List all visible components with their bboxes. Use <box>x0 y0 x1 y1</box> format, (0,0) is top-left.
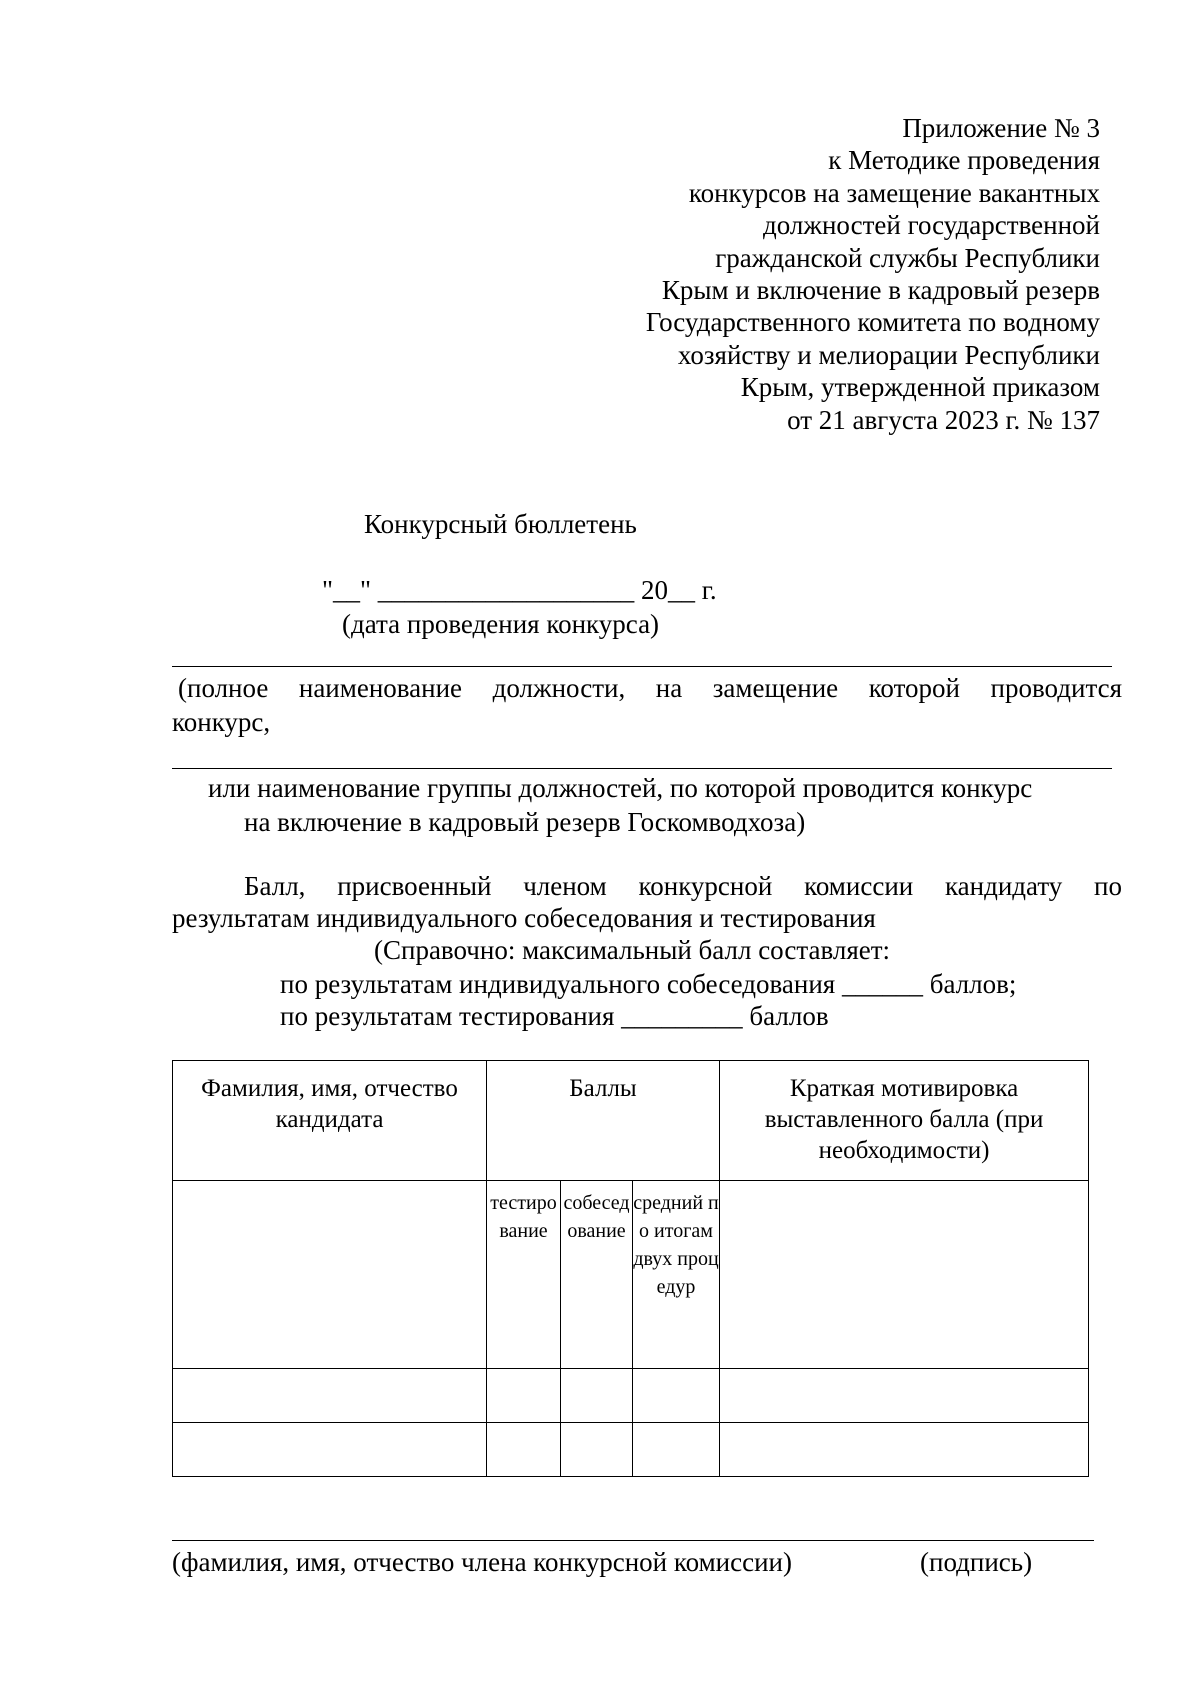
score-text-line1: Балл, присвоенный членом конкурсной комиссии кандидату по <box>244 871 1122 901</box>
table-cell[interactable] <box>487 1369 561 1423</box>
position-caption-line3: или наименование группы должностей, по которой проводится конкурс <box>208 773 1033 803</box>
table-cell[interactable] <box>173 1369 487 1423</box>
signature-sign-caption: (подпись) <box>920 1547 1033 1577</box>
position-caption-line1: (полное наименование должности, на замещение которой проводится <box>178 673 1122 703</box>
header-motivation: Краткая мотивировка выставленного балла (при необходимости) <box>720 1061 1089 1181</box>
score-text-line2: результатам индивидуального собеседования и тестирования <box>172 903 876 933</box>
header-scores: Баллы <box>487 1061 720 1181</box>
appendix-line: Приложение № 3 <box>902 113 1100 143</box>
table-cell[interactable] <box>633 1423 720 1477</box>
table-cell[interactable] <box>561 1369 633 1423</box>
date-line: "__" ___________________ 20__ г. <box>322 575 717 605</box>
table-subheader-row <box>173 1181 1089 1369</box>
table-cell[interactable] <box>173 1181 487 1369</box>
header-candidate: Фамилия, имя, отчество кандидата <box>173 1061 487 1181</box>
score-text-line4: по результатам индивидуального собеседования ______ баллов; <box>280 969 1017 999</box>
appendix-line: от 21 августа 2023 г. № 137 <box>787 404 1100 435</box>
score-table <box>172 1060 1089 1477</box>
appendix-line: гражданской службы Республики <box>715 242 1100 273</box>
table-cell[interactable] <box>720 1181 1089 1369</box>
appendix-line: Крым и включение в кадровый резерв <box>661 275 1100 306</box>
appendix-line: хозяйству и мелиорации Республики <box>677 339 1100 370</box>
position-caption-line4: на включение в кадровый резерв Госкомводхоза) <box>244 807 806 837</box>
table-header-row <box>173 1061 1089 1181</box>
table-row <box>173 1369 1089 1423</box>
signature-name-caption: (фамилия, имя, отчество члена конкурсной комиссии) <box>172 1547 792 1577</box>
document-title: Конкурсный бюллетень <box>364 509 637 539</box>
table-cell[interactable] <box>720 1423 1089 1477</box>
appendix-line: к Методике проведения <box>828 145 1100 176</box>
table-cell[interactable] <box>720 1369 1089 1423</box>
subheader-average: средний по итогам двух процедур <box>633 1181 720 1369</box>
appendix-line: должностей государственной <box>762 210 1100 241</box>
score-text-line3: (Справочно: максимальный балл составляет: <box>374 935 891 965</box>
date-caption: (дата проведения конкурса) <box>342 609 660 639</box>
position-name-line <box>172 666 1112 667</box>
appendix-line: Крым, утвержденной приказом <box>740 372 1100 403</box>
signature-line <box>172 1540 1094 1541</box>
subheader-testing: тестирование <box>487 1181 561 1369</box>
position-caption-line2: конкурс, <box>172 707 271 737</box>
appendix-line: конкурсов на замещение вакантных <box>688 177 1100 208</box>
score-text-line5: по результатам тестирования _________ баллов <box>280 1001 829 1031</box>
subheader-interview: собеседование <box>561 1181 633 1369</box>
table-cell[interactable] <box>561 1423 633 1477</box>
table-cell[interactable] <box>633 1369 720 1423</box>
table-row <box>173 1423 1089 1477</box>
table-cell[interactable] <box>487 1423 561 1477</box>
appendix-header <box>646 112 1100 436</box>
table-cell[interactable] <box>173 1423 487 1477</box>
position-group-line <box>172 768 1112 769</box>
appendix-line: Государственного комитета по водному <box>645 307 1100 338</box>
